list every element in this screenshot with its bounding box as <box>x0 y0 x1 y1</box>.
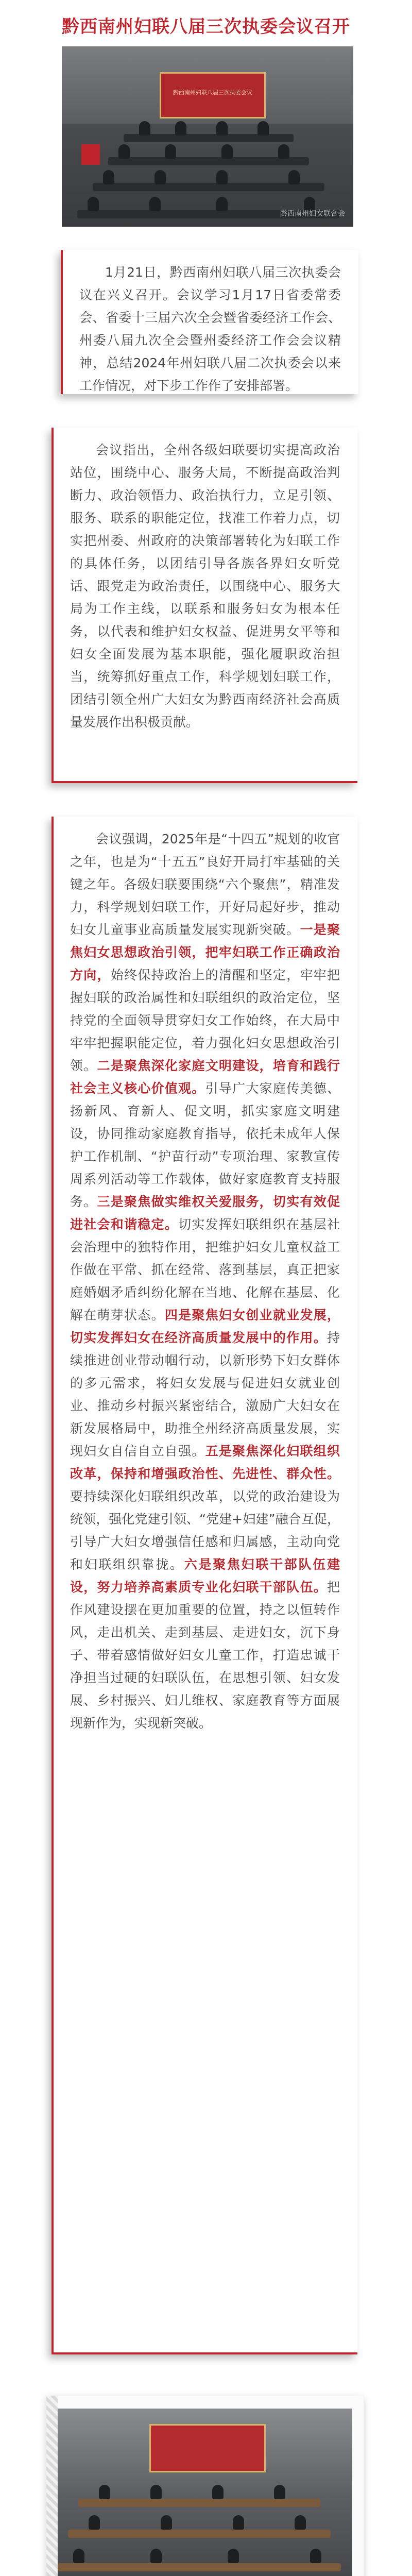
point-5-body: 要持续深化妇联组织改革，以党的政治建设为统领，强化党建引领、“党建+妇建”融合互促，引导广大妇女增强信任感和归属感，主动向党和妇联组织靠拢。 <box>70 1489 340 1572</box>
attendee-silhouette <box>118 144 130 159</box>
attendee-silhouette <box>212 2485 224 2499</box>
attendee-silhouette <box>258 121 269 135</box>
frame-stripe-decoration <box>46 2396 58 2576</box>
point-3-heading: 三是聚焦做实维权关爱服务，切实有效促进社会和谐稳定。 <box>70 1194 340 1232</box>
attendee-silhouette <box>288 170 300 184</box>
table-row-decoration <box>78 2499 320 2507</box>
meeting-points-card <box>52 428 357 783</box>
attendee-silhouette <box>228 2549 239 2563</box>
attendee-silhouette <box>154 170 166 184</box>
flag-decoration <box>81 144 100 165</box>
meeting-emphasis-card <box>52 817 357 2354</box>
attendee-silhouette <box>274 2485 285 2499</box>
point-2-heading: 二是聚焦深化家庭文明建设，培育和践行社会主义核心价值观。 <box>70 1058 340 1096</box>
table-row-decoration <box>58 2563 341 2571</box>
photo-banner-text: 黔西南州妇联八届三次执委会议 <box>173 89 252 96</box>
attendee-silhouette <box>89 2515 100 2530</box>
card-accent-left <box>52 428 54 783</box>
attendee-silhouette <box>216 170 228 184</box>
attendee-silhouette <box>221 144 233 159</box>
attendee-silhouette <box>150 2485 162 2499</box>
attendee-silhouette <box>310 2549 321 2563</box>
attendee-silhouette <box>295 2515 306 2530</box>
attendee-silhouette <box>88 197 99 211</box>
point-6-heading: 六是聚焦妇联干部队伍建设，努力培养高素质专业化妇联干部队伍。 <box>70 1557 340 1595</box>
card-accent-left <box>52 817 54 2354</box>
attendee-silhouette <box>216 197 228 211</box>
card-accent-left <box>61 250 63 394</box>
meeting-points-paragraph: 会议指出，全州各级妇联要切实提高政治站位，围绕中心、服务大局，不断提高政治判断力、政治领悟力、政治执行力，立足引领、服务、联系的职能定位，找准工作着力点，切实把州委、州政府的决策部署转化为妇联工作的具体任务，以团结引导各族各界妇女听党话、跟党走为政治责任，以围绕中心、服务大局为工作主线，以联系和服务妇女为根本任务，以代表和维护妇女权益、促进男女平等和妇女全面发展为基本职能，强化履职政治担当，统筹抓好重点工作，科学规划妇联工作，团结引领全州广大妇女为黔西南经济社会高质量发展作出积极贡献。 <box>70 443 340 730</box>
photo-watermark: 黔西南州妇女联合会 <box>280 210 345 218</box>
summary-card <box>61 250 358 394</box>
meeting-photo-1 <box>62 46 353 227</box>
point-4-heading: 四是聚焦妇女创业就业发展，切实发挥妇女在经济高质量发展中的作用。 <box>70 1308 340 1345</box>
meeting-photo-2 <box>58 2409 352 2576</box>
card-accent-bottom <box>52 781 357 783</box>
attendee-silhouette <box>150 2549 162 2563</box>
summary-paragraph: 1月21日，黔西南州妇联八届三次执委会议在兴义召开。会议学习1月17日省委常委会、省委十三届六次全会暨省委经济工作会、州委八届九次全会暨州委经济工作会会议精神，总结2024年州妇联八届二次执委会以来工作情况，对下步工作作了安排部署。 <box>79 265 341 393</box>
attendee-silhouette <box>103 170 114 184</box>
attendee-silhouette <box>216 121 228 135</box>
table-row-decoration <box>68 2530 331 2538</box>
attendee-silhouette <box>278 144 289 159</box>
card-accent-bottom <box>52 2352 357 2354</box>
attendee-silhouette <box>73 2549 84 2563</box>
point-1-heading: 一是聚焦妇女思想政治引领，把牢妇联工作正确政治方向， <box>70 922 340 982</box>
point-1-body: 始终保持政治上的清醒和坚定，牢牢把握妇联的政治属性和妇联组织的政治定位，坚持党的全面领导贯穿妇女工作始终，在大局中牢牢把握职能定位，着力强化妇女思想政治引领。 <box>70 968 340 1073</box>
attendee-silhouette <box>99 2485 110 2499</box>
attendee-silhouette <box>175 121 186 135</box>
point-2-body: 引导广大家庭传美德、扬新风、育新人、促文明，抓实家庭文明建设，协同推动家庭教育指导，依托未成年人保护工作机制、“护苗行动”专项治理、家教宣传周系列活动等工作载体，做好家庭教育支持服务。 <box>70 1081 340 1209</box>
point-5-heading: 五是聚焦深化妇联组织改革，保持和增强政治性、先进性、群众性。 <box>70 1444 340 1481</box>
attendee-silhouette <box>165 144 176 159</box>
emphasis-intro: 会议强调，2025年是“十四五”规划的收官之年，也是为“十五五”良好开局打牢基础的关键之年。各级妇联要围绕“六个聚焦”，精准发力，科学规划妇联工作，开好局起好步，推动妇女儿童事业高质量发展实现新突破。 <box>70 832 340 937</box>
attendee-silhouette <box>149 197 161 211</box>
page-title: 黔西南州妇联八届三次执委会议召开 <box>62 16 350 37</box>
attendee-silhouette <box>233 2515 244 2530</box>
point-6-body: 把作风建设摆在更加重要的位置，持之以恒转作风，走出机关、走到基层、走进妇女，沉下身子、带着感情做好妇女儿童工作，打造忠诚干净担当过硬的妇联队伍，在思想引领、妇女发展、乡村振兴、妇儿维权、家庭教育等方面展现新作为，实现新突破。 <box>70 1580 340 1731</box>
point-4-body: 持续推进创业带动帼行动，以新形势下妇女群体的多元需求，将妇女发展与促进妇女就业创业、推动乡村振兴紧密结合，激励广大妇女在新发展格局中，助推全州经济高质量发展，实现妇女自信自立自强。 <box>70 1330 340 1459</box>
attendee-silhouette <box>161 2515 172 2530</box>
point-3-body: 切实发挥妇联组织在基层社会治理中的独特作用，把维护妇女儿童权益工作做在平常、抓在经常、落到基层，真正把家庭婚姻矛盾纠纷化解在当地、化解在基层、化解在萌芽状态。 <box>70 1217 340 1323</box>
photo-banner <box>160 72 266 118</box>
attendee-silhouette <box>139 121 150 135</box>
meeting-emphasis-paragraph <box>70 828 340 1735</box>
photo-banner <box>149 2424 266 2472</box>
